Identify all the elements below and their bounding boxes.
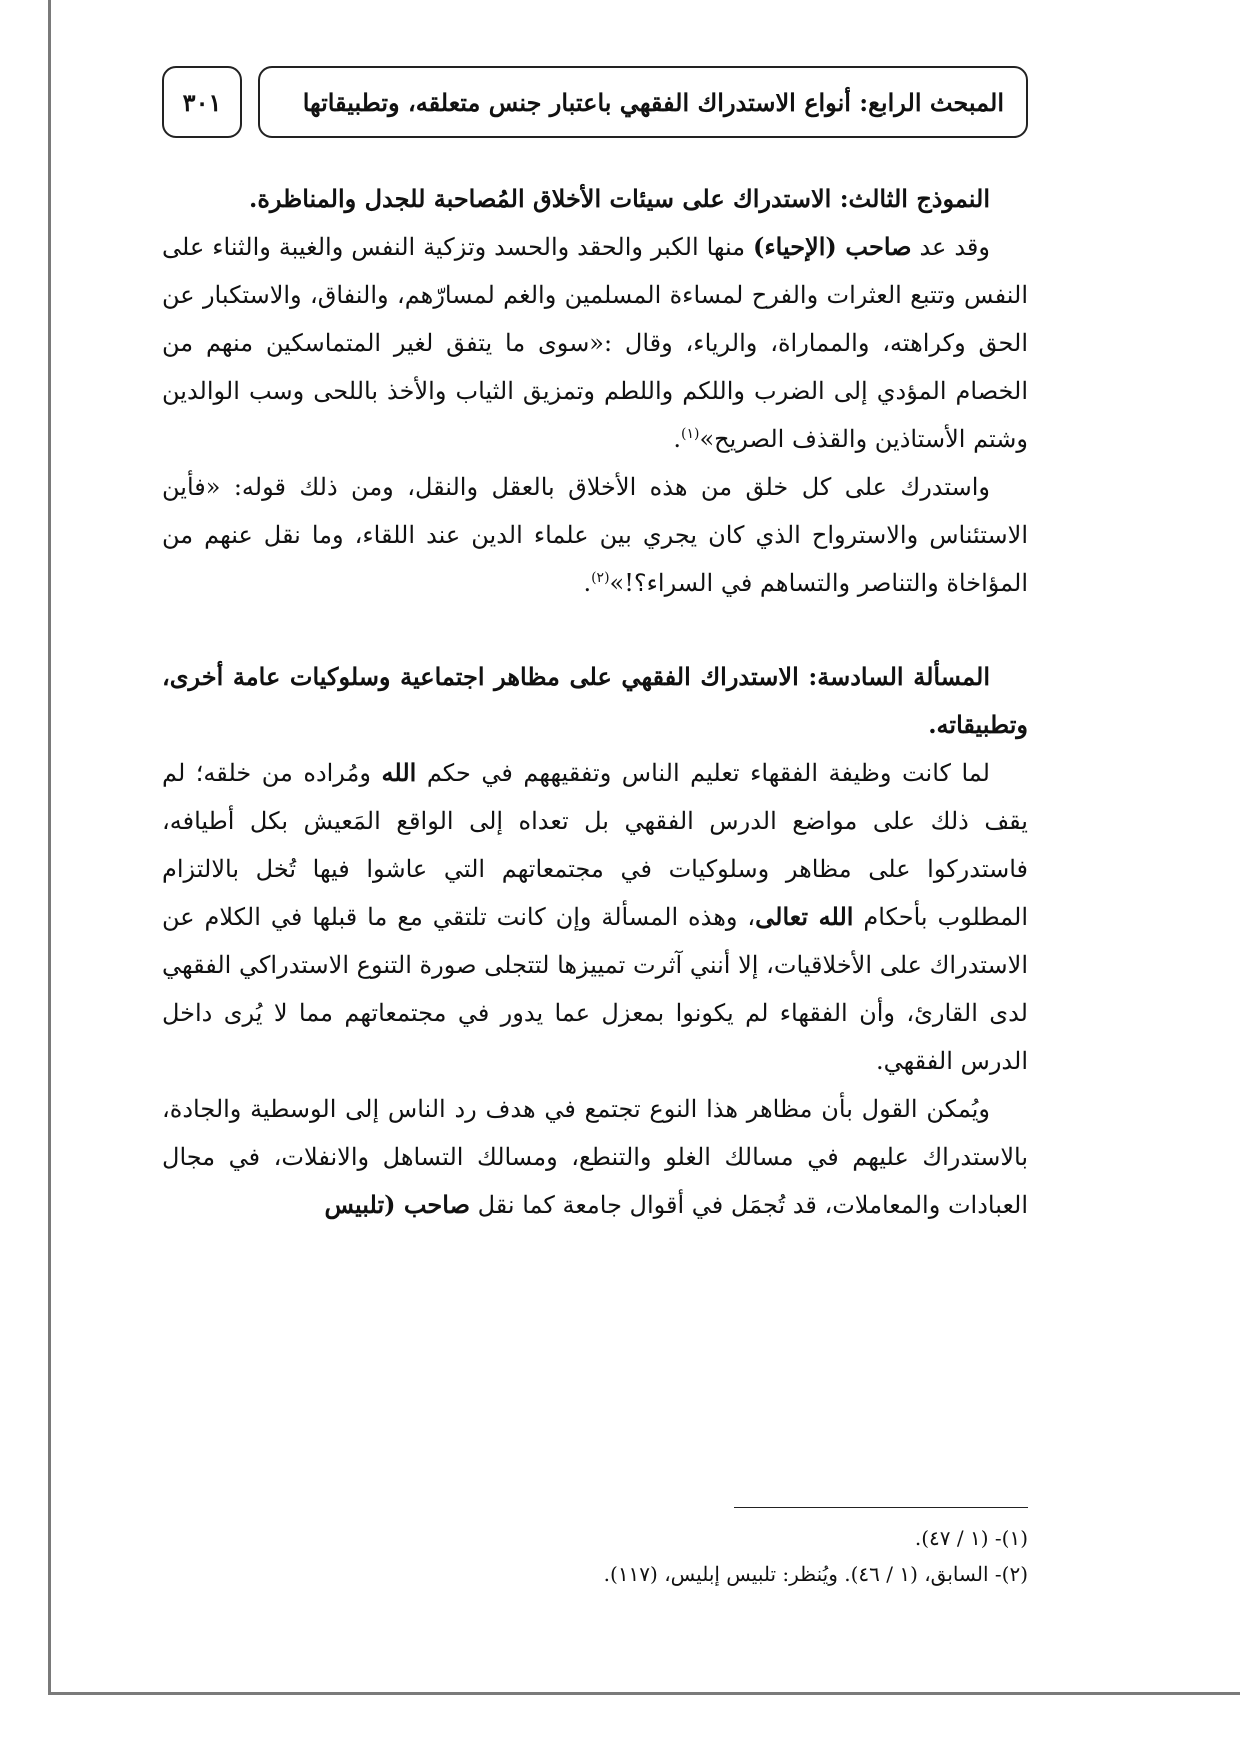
- page-frame-bottom-border: [48, 1692, 1240, 1695]
- paragraph-wasatiyya: [162, 1085, 1028, 1229]
- footnote-ref-2[interactable]: (٢): [591, 570, 610, 586]
- footnote-2: (٢)- السابق، (١ / ٤٦). ويُنظر: تلبيس إبليس، (١١٧).: [603, 1562, 1028, 1586]
- page-number-box: [162, 66, 242, 138]
- section-spacer: [162, 607, 1028, 653]
- bold-divine-name: الله تعالى: [755, 902, 854, 931]
- section-heading-model-three: النموذج الثالث: الاستدراك على سيئات الأخلاق المُصاحبة للجدل والمناظرة.: [248, 184, 990, 213]
- running-header-title: [258, 66, 1028, 138]
- paragraph-text: وقد عد: [911, 233, 990, 261]
- paragraph-text: واستدرك على كل خلق من هذه الأخلاق بالعقل والنقل، ومن ذلك قوله: «فأين الاستئناس والاسترواح الذي كان يجري بين علماء الدين عند اللقاء، وما نقل عنهم من المؤاخاة والتناصر والتساهم في السراء؟!»: [162, 473, 1028, 597]
- bold-reference: صاحب (تلبيس: [324, 1190, 470, 1219]
- footnote-ref-1[interactable]: (١): [680, 426, 700, 442]
- section-heading-sixth-issue: المسألة السادسة: الاستدراك الفقهي على مظاهر اجتماعية وسلوكيات عامة أخرى، وتطبيقاته.: [162, 662, 1028, 739]
- paragraph-text: .: [673, 425, 681, 453]
- paragraph-fuqaha-role: [162, 749, 1028, 1085]
- paragraph-istidrak-quote: [162, 463, 1028, 607]
- paragraph-text: ، وهذه المسألة وإن كانت تلتقي مع ما قبلها في الكلام عن الاستدراك على الأخلاقيات، إلا أنني آثرت تمييزها لتتجلى صورة التنوع الاستدراكي الفقهي لدى القارئ، وأن الفقهاء لم يكونوا بمعزل عما يدور في مجتمعاتهم مما لا يُرى داخل الدرس الفقهي.: [162, 903, 1028, 1075]
- bold-reference: صاحب (الإحياء): [753, 232, 912, 261]
- paragraph-text: ويُمكن القول بأن مظاهر هذا النوع تجتمع في هدف رد الناس إلى الوسطية والجادة، بالاستدراك عليهم في مسالك الغلو والتنطع، ومسالك التساهل والانفلات، في مجال العبادات والمعاملات، قد تُجمَل في أقوال جامعة كما نقل: [162, 1095, 1028, 1219]
- bold-divine-name: الله: [381, 758, 417, 787]
- paragraph-text: .: [583, 569, 592, 597]
- footnote-1: (١)- (١ / ٤٧).: [914, 1526, 1028, 1550]
- footnotes: [162, 1520, 1028, 1592]
- main-text: [162, 175, 1028, 1229]
- paragraph-text: ومُراده من خلقه؛ لم يقف ذلك على مواضع الدرس الفقهي بل تعداه إلى الواقع المَعيش بكل أطيافه، فاستدركوا على مظاهر وسلوكيات في مجتمعاتهم التي عاشوا فيها تُخل بالالتزام المطلوب بأحكام: [162, 759, 1029, 931]
- page-number: ٣٠١: [182, 87, 222, 117]
- paragraph-text: لما كانت وظيفة الفقهاء تعليم الناس وتفقيههم في حكم: [416, 759, 990, 787]
- footnote-separator: [734, 1507, 1028, 1508]
- paragraph-ihya-list: [162, 223, 1028, 463]
- running-header-text: المبحث الرابع: أنواع الاستدراك الفقهي باعتبار جنس متعلقه، وتطبيقاتها: [302, 87, 1004, 117]
- page-frame-left-border: [48, 0, 51, 1695]
- paragraph-text: منها الكبر والحقد والحسد وتزكية النفس والغيبة والثناء على النفس وتتبع العثرات والفرح لمساءة المسلمين والغم لمسارّهم، والنفاق، والاستكبار عن الحق وكراهته، والمماراة، والرياء، وقال :«سوى ما يتفق لغير المتماسكين منهم من الخصام المؤدي إلى الضرب واللكم واللطم وتمزيق الثياب والأخذ باللحى وسب الوالدين وشتم الأستاذين والقذف الصريح»: [162, 233, 1028, 453]
